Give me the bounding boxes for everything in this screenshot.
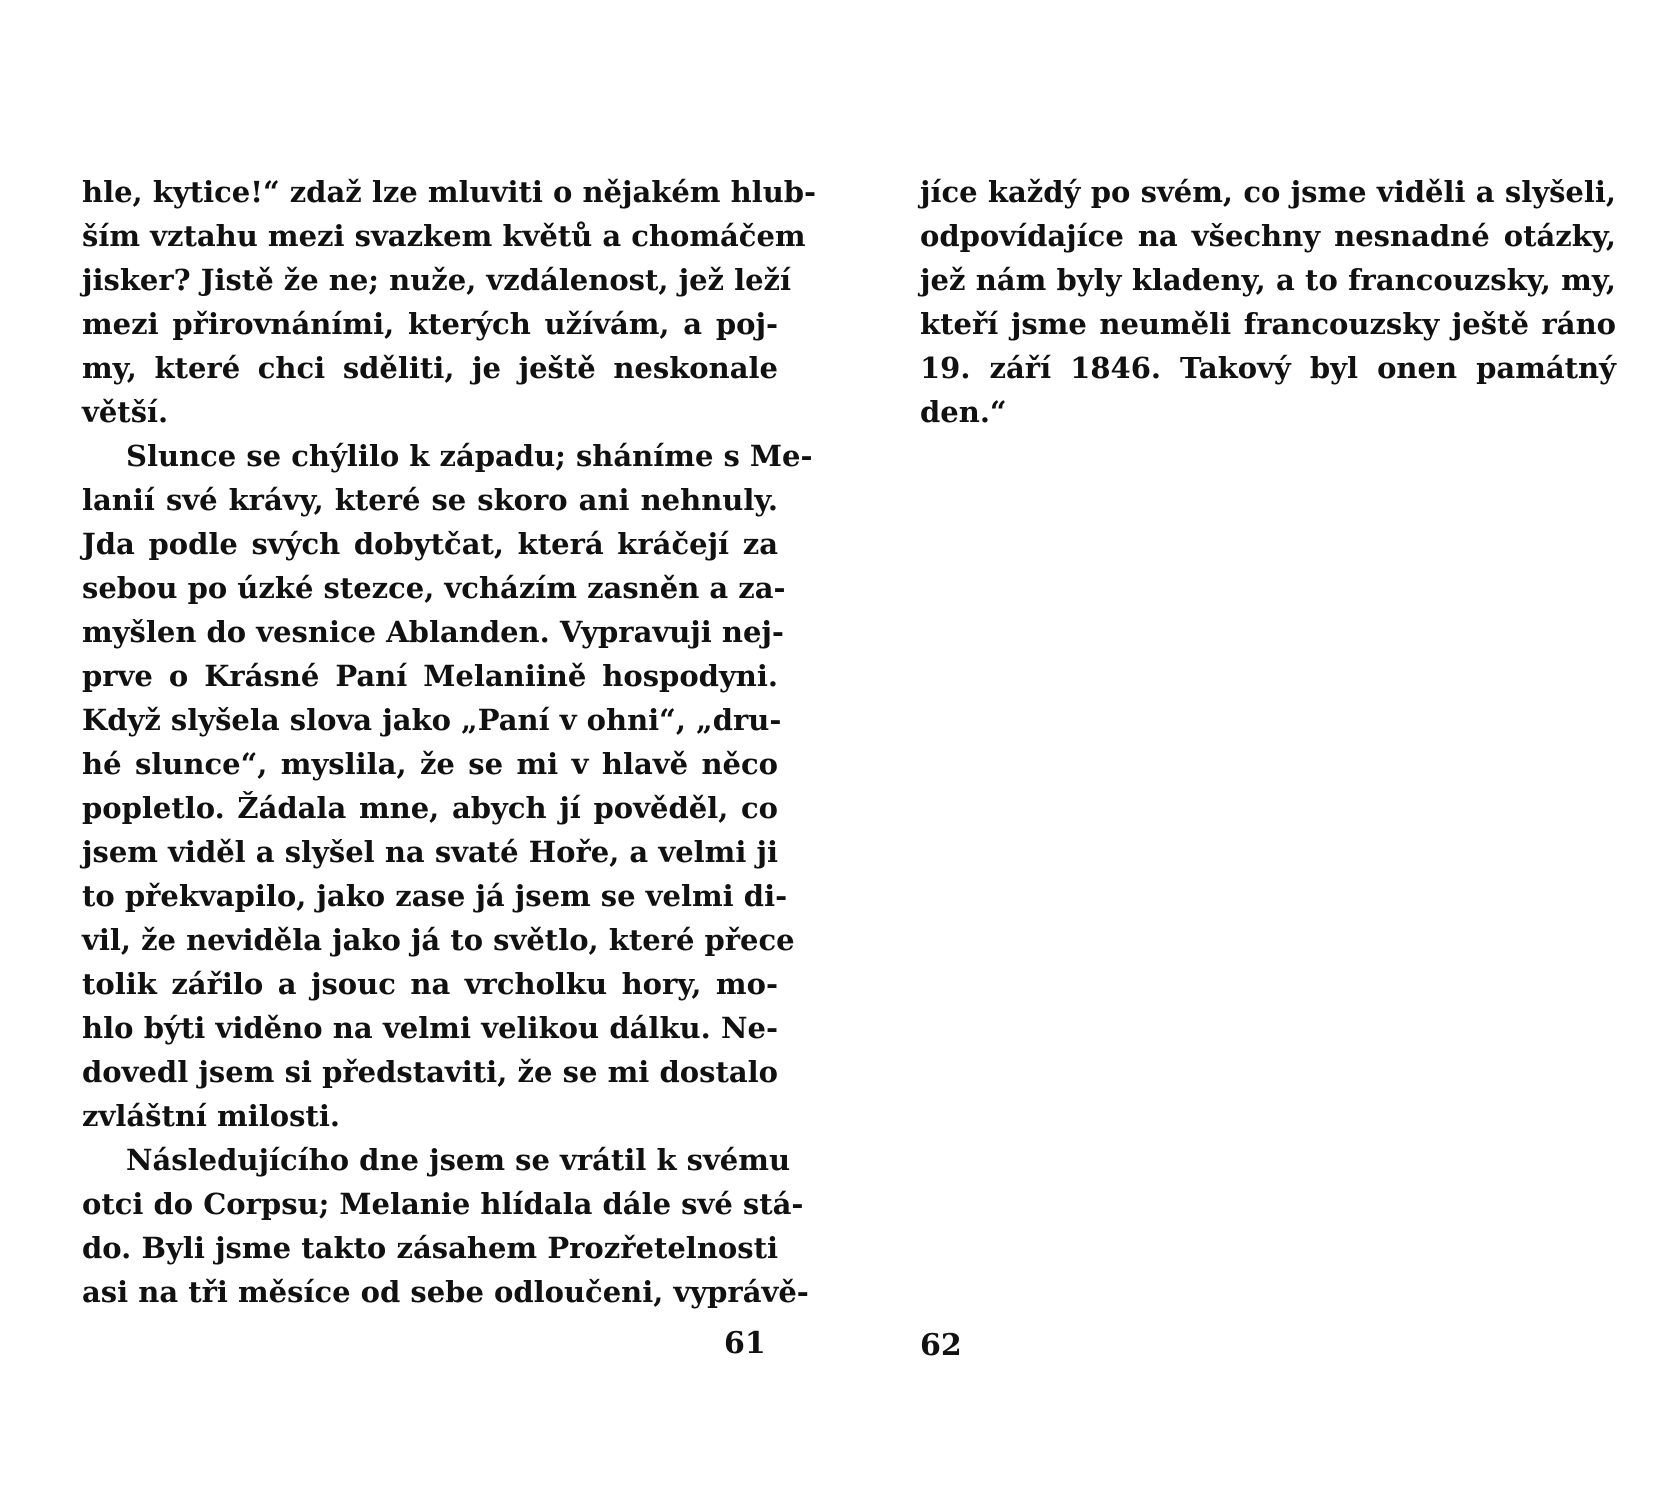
text-line: Slunce se chýlilo k západu; sháníme s Me- [126, 439, 813, 473]
page-number-right: 62 [920, 1328, 962, 1363]
text-line: popletlo. Žádala mne, abych jí pověděl, co [82, 791, 778, 825]
text-line: prve o Krásné Paní Melaniině hospodyni. [82, 659, 778, 693]
text-line: větší. [82, 395, 169, 429]
text-line: otci do Corpsu; Melanie hlídala dále své stá- [82, 1187, 804, 1221]
text-line: den.“ [920, 395, 1007, 429]
text-line: jež nám byly kladeny, a to francouzsky, my, [920, 263, 1616, 297]
text-line: jisker? Jistě že ne; nuže, vzdálenost, jež leží [82, 263, 792, 297]
text-line: hlo býti viděno na velmi velikou dálku. Ne- [82, 1011, 778, 1045]
text-line: hé slunce“, myslila, že se mi v hlavě něco [82, 747, 778, 781]
text-line: do. Byli jsme takto zásahem Prozřetelnosti [82, 1231, 778, 1265]
text-line: to překvapilo, jako zase já jsem se velmi di- [82, 879, 788, 913]
text-line: Následujícího dne jsem se vrátil k svému [126, 1143, 791, 1177]
text-line: tolik zářilo a jsouc na vrcholku hory, mo- [82, 967, 778, 1001]
text-line: lanií své krávy, které se skoro ani nehnuly. [82, 483, 778, 517]
text-line: my, které chci sděliti, je ještě neskonale [82, 351, 778, 385]
text-line: Jda podle svých dobytčat, která kráčejí za [82, 527, 778, 561]
text-line: myšlen do vesnice Ablanden. Vypravuji nej- [82, 615, 784, 649]
text-line: hle, kytice!“ zdaž lze mluviti o nějakém hlub- [82, 175, 817, 209]
text-line: Když slyšela slova jako „Paní v ohni“, „dru- [82, 703, 782, 737]
text-line: jsem viděl a slyšel na svaté Hoře, a velmi ji [82, 835, 778, 869]
text-line: 19. září 1846. Takový byl onen památný [920, 351, 1616, 385]
text-line: kteří jsme neuměli francouzsky ještě ráno [920, 307, 1616, 341]
text-line: zvláštní milosti. [82, 1099, 340, 1133]
text-line: odpovídajíce na všechny nesnadné otázky, [920, 219, 1616, 253]
text-line: vil, že neviděla jako já to světlo, které přece [82, 923, 795, 957]
text-line: dovedl jsem si představiti, že se mi dostalo [82, 1055, 778, 1089]
text-line: jíce každý po svém, co jsme viděli a slyšeli, [920, 175, 1616, 209]
page-number-left: 61 [724, 1326, 766, 1361]
text-line: asi na tři měsíce od sebe odloučeni, vyprávě- [82, 1275, 809, 1309]
text-line: ším vztahu mezi svazkem květů a chomáčem [82, 219, 806, 253]
text-line: mezi přirovnáními, kterých užívám, a poj- [82, 307, 778, 341]
text-line: sebou po úzké stezce, vcházím zasněn a za- [82, 571, 786, 605]
